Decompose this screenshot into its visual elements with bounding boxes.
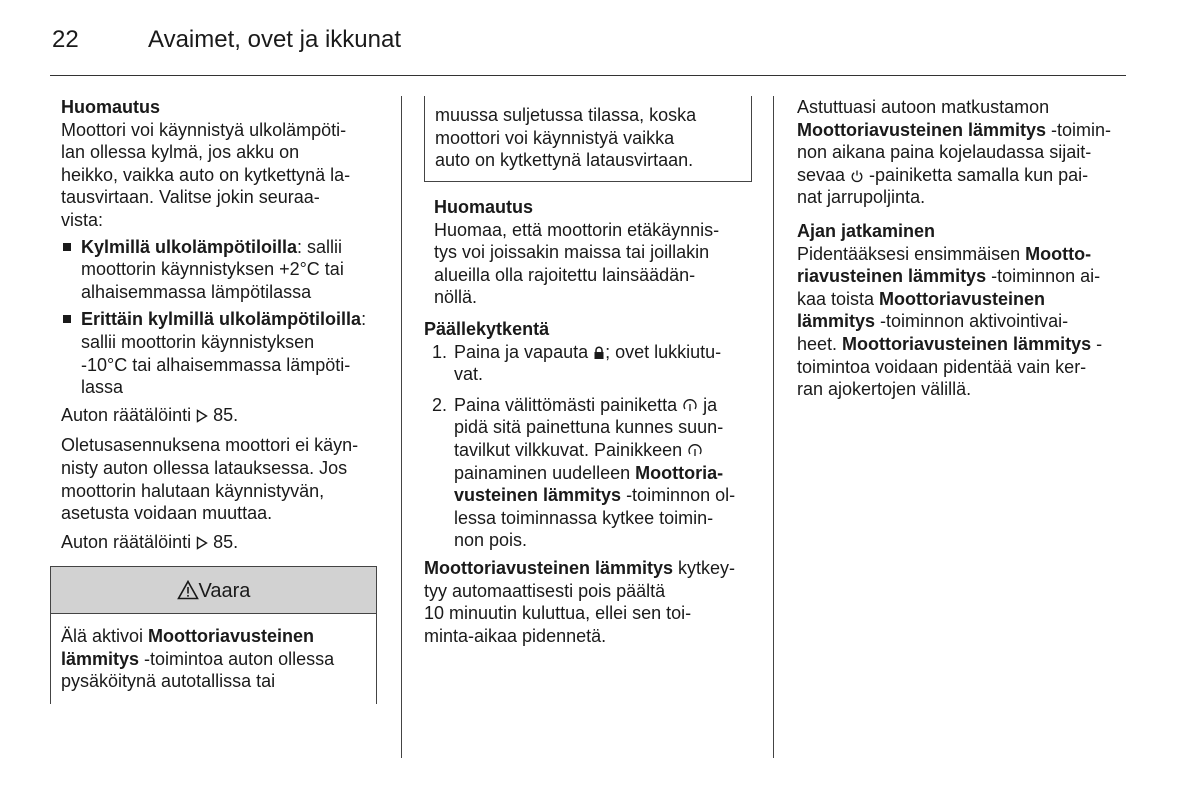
header-divider <box>50 75 1126 76</box>
column-2 <box>424 196 764 647</box>
triangle-right-outline-icon <box>196 409 208 423</box>
step-text: ; ovet lukkiutu- <box>605 341 722 362</box>
step-text: pidä sitä painettuna kunnes suun- <box>454 417 724 438</box>
step-bold: Moottoria- <box>635 462 724 483</box>
section-heading: Päällekytkentä <box>424 318 550 339</box>
paragraph-text: kaa toista <box>797 288 880 309</box>
paragraph-bold: Moottoriavusteinen lämmitys <box>424 557 674 578</box>
warning-text: -toimintoa auton ollessa <box>139 648 335 669</box>
bullet-text: : sallii <box>297 236 343 257</box>
box-line: muussa suljetussa tilassa, koska <box>435 105 697 125</box>
page-number: 22 <box>52 26 79 53</box>
remote-start-icon <box>687 444 703 458</box>
bullet-line: moottorin käynnistyksen +2°C tai <box>81 259 344 280</box>
paragraph-text: -toimin- <box>1046 119 1112 140</box>
paragraph-bold: lämmitys <box>797 311 876 332</box>
power-icon <box>850 169 864 183</box>
warning-text: pysäköitynä autotallissa tai <box>61 671 276 692</box>
bullet-item-very-cold <box>61 308 391 398</box>
paragraph-line: asetusta voidaan muuttaa. <box>61 503 273 524</box>
step-text: vat. <box>454 364 484 385</box>
column-1 <box>61 96 391 553</box>
paragraph-line: minta-aikaa pidennetä. <box>424 625 607 646</box>
bullet-line: -10°C tai alhaisemmassa lämpöti- <box>81 354 351 375</box>
page-title: Avaimet, ovet ja ikkunat <box>148 26 402 53</box>
note-line: alueilla olla rajoitettu lainsäädän- <box>434 264 696 285</box>
cross-reference[interactable] <box>61 531 391 554</box>
step-bold: vusteinen lämmitys <box>454 485 622 506</box>
warning-continuation-box <box>424 96 752 182</box>
paragraph-bold: riavusteinen lämmitys <box>797 266 987 287</box>
note-heading: Huomautus <box>61 97 160 117</box>
bullet-square-icon <box>63 243 71 251</box>
paragraph-text: kytkey- <box>673 557 736 578</box>
warning-header <box>50 566 377 614</box>
step-text: non pois. <box>454 530 528 551</box>
column-3 <box>797 96 1137 401</box>
note-line: lan ollessa kylmä, jos akku on <box>61 142 300 163</box>
paragraph-text: -painiketta samalla kun pai- <box>864 164 1089 185</box>
reference-page: 85. <box>213 404 239 425</box>
bullet-line: lassa <box>81 377 124 398</box>
column-divider-2 <box>773 96 774 758</box>
step-text: ja <box>698 394 718 415</box>
paragraph-line: nat jarrupoljinta. <box>797 187 926 208</box>
warning-triangle-icon <box>177 580 199 600</box>
paragraph-text: sevaa <box>797 164 851 185</box>
step-text: Paina välittömästi painiketta <box>454 394 683 415</box>
note-line: tausvirtaan. Valitse jokin seuraa- <box>61 187 320 208</box>
remote-start-icon <box>682 399 698 413</box>
paragraph-line: Oletusasennuksena moottori ei käyn- <box>61 435 359 456</box>
note-line: Huomaa, että moottorin etäkäynnis- <box>434 219 720 240</box>
step-text: tavilkut vilkkuvat. Painikkeen <box>454 439 688 460</box>
paragraph-bold: Moottoriavusteinen lämmitys <box>797 119 1047 140</box>
bullet-text: : <box>361 309 367 330</box>
step-text: -toiminnon ol- <box>621 485 736 506</box>
reference-page: 85. <box>213 531 239 552</box>
paragraph-bold: Moottoriavusteinen <box>879 288 1046 309</box>
column-divider-1 <box>401 96 402 758</box>
paragraph-line: ran ajokertojen välillä. <box>797 379 972 400</box>
warning-body <box>50 614 377 704</box>
paragraph-line: tyy automaattisesti pois päältä <box>424 580 666 601</box>
paragraph-bold: Mootto- <box>1025 243 1092 264</box>
box-line: moottori voi käynnistyä vaikka <box>435 127 675 148</box>
note-line: nöllä. <box>434 287 478 308</box>
box-line: auto on kytkettynä latausvirtaan. <box>435 150 694 171</box>
warning-bold: lämmitys <box>61 648 140 669</box>
step-text: lessa toiminnassa kytkee toimin- <box>454 507 714 528</box>
paragraph-line: toimintoa voidaan pidentää vain ker- <box>797 356 1087 377</box>
paragraph-text: -toiminnon aktivointivai- <box>875 311 1069 332</box>
padlock-icon <box>593 346 605 360</box>
reference-text: Auton räätälöinti <box>61 404 197 425</box>
bullet-line: sallii moottorin käynnistyksen <box>81 331 315 352</box>
paragraph-line: 10 minuutin kuluttua, ellei sen toi- <box>424 603 692 624</box>
paragraph-text: - <box>1091 333 1103 354</box>
paragraph-line: nisty auton ollessa latauksessa. Jos <box>61 457 348 478</box>
step-text: painaminen uudelleen <box>454 462 636 483</box>
bullet-bold: Erittäin kylmillä ulkolämpötiloilla <box>81 309 362 330</box>
paragraph-line: moottorin halutaan käynnistyvän, <box>61 480 325 501</box>
reference-text: Auton räätälöinti <box>61 531 197 552</box>
note-line: vista: <box>61 209 104 230</box>
warning-bold: Moottoriavusteinen <box>148 626 315 646</box>
paragraph-text: -toiminnon ai- <box>986 266 1101 287</box>
paragraph-bold: Moottoriavusteinen lämmitys <box>842 333 1092 354</box>
step-number: 2. <box>432 394 448 415</box>
bullet-line: alhaisemmassa lämpötilassa <box>81 281 312 302</box>
note-line: heikko, vaikka auto on kytkettynä la- <box>61 164 351 185</box>
paragraph-line: Astuttuasi autoon matkustamon <box>797 97 1050 117</box>
paragraph-line: non aikana paina kojelaudassa sijait- <box>797 142 1092 163</box>
paragraph-text: Pidentääksesi ensimmäisen <box>797 243 1026 264</box>
warning-title: Vaara <box>198 580 251 602</box>
note-line: tys voi joissakin maissa tai joillakin <box>434 242 710 263</box>
step-1 <box>424 341 764 386</box>
bullet-item-cold <box>61 236 391 304</box>
warning-text: Älä aktivoi <box>61 626 149 646</box>
paragraph-text: heet. <box>797 333 843 354</box>
step-text: Paina ja vapauta <box>454 341 594 362</box>
note-heading: Huomautus <box>434 197 533 217</box>
note-line: Moottori voi käynnistyä ulkolämpöti- <box>61 119 347 140</box>
step-number: 1. <box>432 341 448 362</box>
triangle-right-outline-icon <box>196 536 208 550</box>
section-heading: Ajan jatkaminen <box>797 220 936 241</box>
cross-reference[interactable] <box>61 404 391 427</box>
step-2 <box>424 394 764 552</box>
bullet-bold: Kylmillä ulkolämpötiloilla <box>81 236 298 257</box>
bullet-square-icon <box>63 315 71 323</box>
